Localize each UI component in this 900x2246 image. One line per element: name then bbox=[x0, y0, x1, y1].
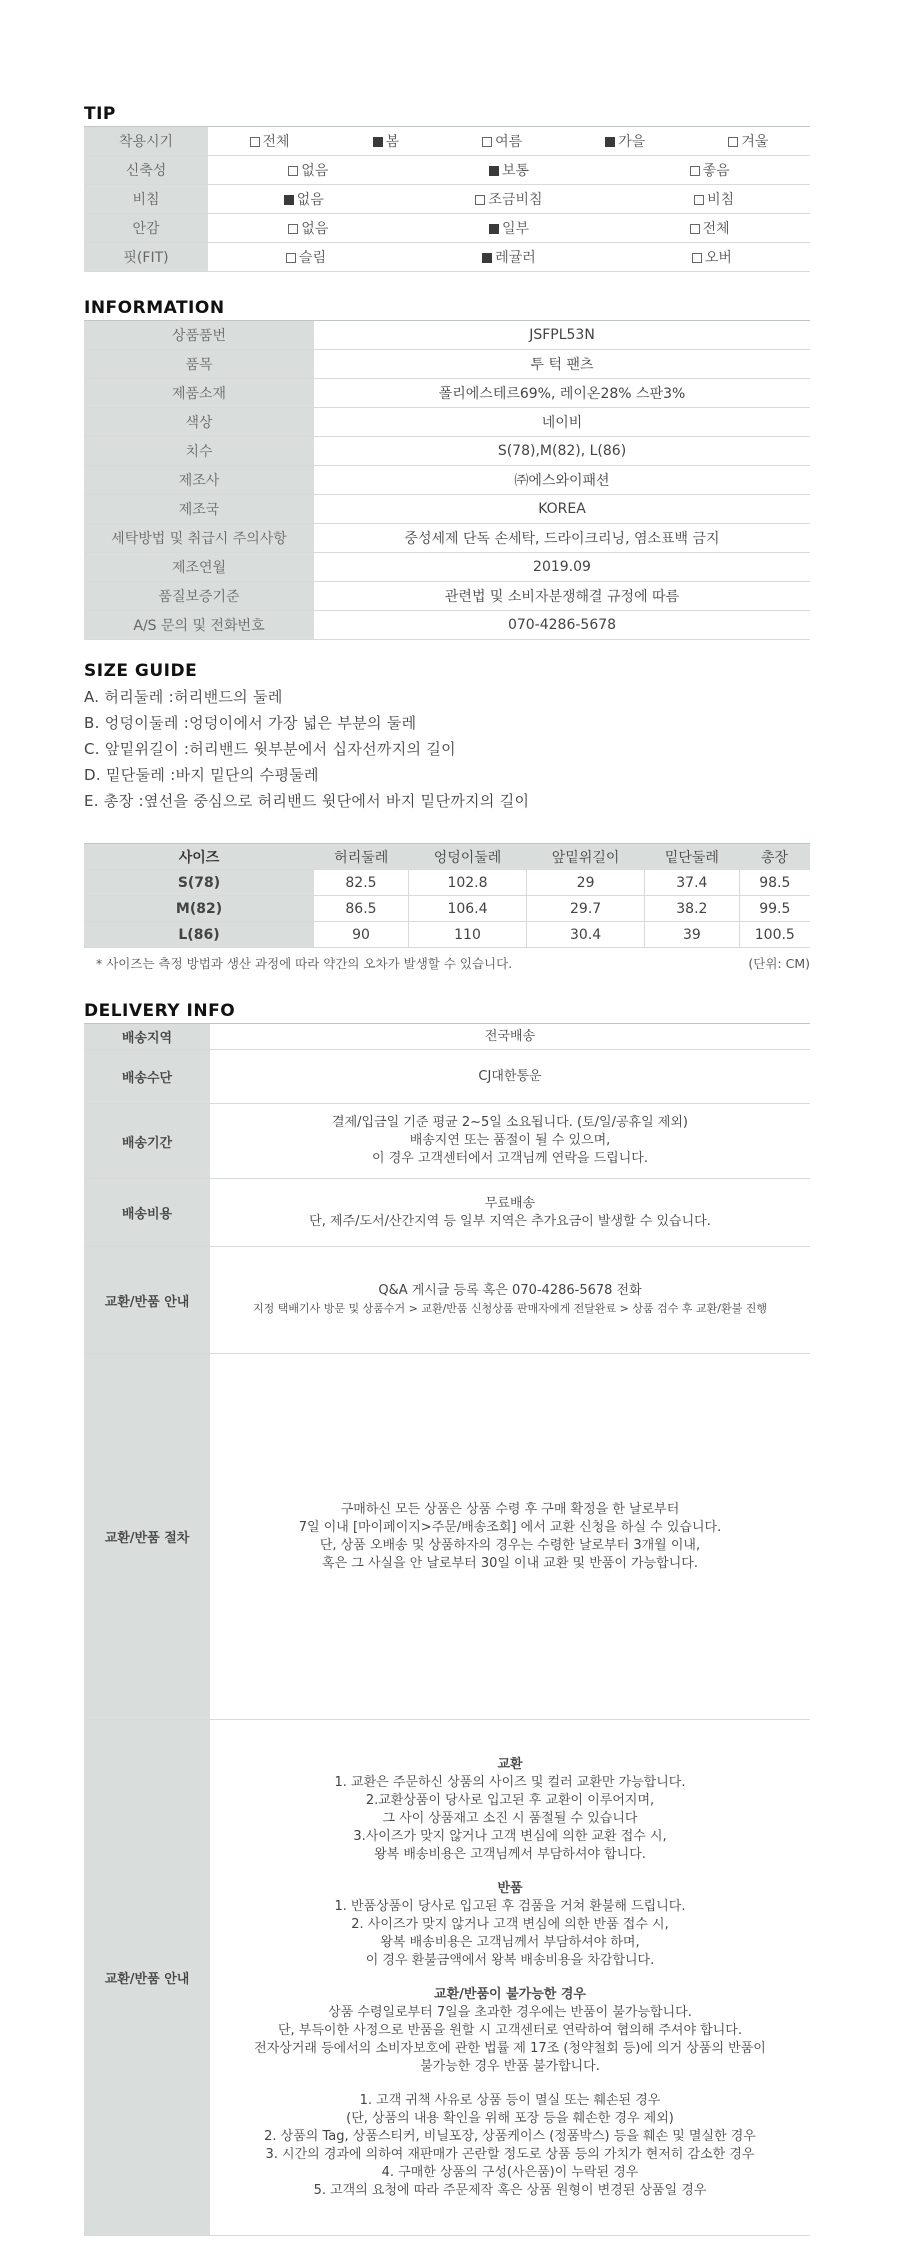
info-row bbox=[84, 408, 810, 437]
tip-row bbox=[84, 185, 810, 214]
info-label: 세탁방법 및 취급시 주의사항 bbox=[84, 524, 314, 553]
tip-row-label: 신축성 bbox=[84, 156, 208, 185]
info-row bbox=[84, 321, 810, 350]
checkbox-icon bbox=[690, 224, 700, 234]
checkbox-icon bbox=[728, 137, 738, 147]
size-row-label: L(86) bbox=[84, 922, 314, 948]
exchange-title: 교환 bbox=[497, 1756, 523, 1772]
checkbox-icon bbox=[694, 195, 704, 205]
tip-option: 전체 bbox=[690, 218, 730, 238]
checkbox-checked-icon bbox=[373, 137, 383, 147]
checkbox-checked-icon bbox=[489, 166, 499, 176]
info-value: 네이비 bbox=[314, 408, 810, 437]
tip-option: 좋음 bbox=[690, 160, 730, 180]
delivery-label: 배송지역 bbox=[84, 1024, 210, 1050]
checkbox-icon bbox=[475, 195, 485, 205]
delivery-row bbox=[84, 1354, 810, 1720]
info-label: 상품품번 bbox=[84, 321, 314, 350]
info-value: 070-4286-5678 bbox=[314, 611, 810, 640]
delivery-value: Q&A 게시글 등록 혹은 070-4286-5678 전화 지정 택배기사 방문 및 상품수거 > 교환/반품 신청상품 판매자에게 전달완료 > 상품 검수 후 교환/환불 진행 bbox=[210, 1247, 810, 1354]
size-guide-line: C. 앞밑위길이 :허리밴드 윗부분에서 십자선까지의 길이 bbox=[84, 740, 456, 758]
checkbox-checked-icon bbox=[489, 224, 499, 234]
tip-option: 오버 bbox=[692, 247, 732, 267]
info-value: 폴리에스테르69%, 레이온28% 스판3% bbox=[314, 379, 810, 408]
size-guide-section bbox=[84, 661, 810, 814]
info-row bbox=[84, 495, 810, 524]
size-row-label: S(78) bbox=[84, 870, 314, 896]
info-row bbox=[84, 350, 810, 379]
information-section bbox=[84, 298, 810, 640]
size-guide-title: SIZE GUIDE bbox=[84, 661, 198, 681]
checkbox-icon bbox=[286, 253, 296, 263]
tip-option: 비침 bbox=[694, 189, 734, 209]
information-table bbox=[84, 320, 810, 640]
size-header-cell: 밑단둘레 bbox=[645, 844, 739, 870]
info-row bbox=[84, 437, 810, 466]
info-row bbox=[84, 611, 810, 640]
size-guide-line: B. 엉덩이둘레 :엉덩이에서 가장 넓은 부분의 둘레 bbox=[84, 714, 417, 732]
info-value: JSFPL53N bbox=[314, 321, 810, 350]
size-cell: 102.8 bbox=[408, 870, 526, 896]
info-row bbox=[84, 379, 810, 408]
tip-option: 조금비침 bbox=[475, 189, 542, 209]
size-cell: 82.5 bbox=[314, 870, 408, 896]
delivery-row bbox=[84, 1104, 810, 1179]
delivery-value: 결제/입금일 기준 평균 2~5일 소요됩니다. (토/일/공휴일 제외) 배송지연 또는 품절이 될 수 있으며, 이 경우 고객센터에서 고객님께 연락을 드립니다. bbox=[210, 1104, 810, 1179]
info-value: KOREA bbox=[314, 495, 810, 524]
info-value: 투 턱 팬츠 bbox=[314, 350, 810, 379]
delivery-label: 교환/반품 절차 bbox=[84, 1354, 210, 1720]
delivery-section bbox=[84, 1001, 810, 2236]
tip-option: 없음 bbox=[288, 160, 328, 180]
tip-table bbox=[84, 126, 810, 272]
size-cell: 100.5 bbox=[739, 922, 810, 948]
size-cell: 38.2 bbox=[645, 896, 739, 922]
tip-option: 봄 bbox=[373, 131, 400, 151]
info-row bbox=[84, 553, 810, 582]
checkbox-icon bbox=[482, 137, 492, 147]
tip-row-label: 안감 bbox=[84, 214, 208, 243]
tip-row-options bbox=[208, 214, 810, 243]
tip-option: 여름 bbox=[482, 131, 522, 151]
tip-title: TIP bbox=[84, 104, 116, 124]
tip-row-options bbox=[208, 156, 810, 185]
delivery-value: 무료배송 단, 제주/도서/산간지역 등 일부 지역은 추가요금이 발생할 수 있습니다. bbox=[210, 1179, 810, 1247]
info-label: 제품소재 bbox=[84, 379, 314, 408]
tip-row bbox=[84, 156, 810, 185]
info-label: 제조사 bbox=[84, 466, 314, 495]
delivery-label: 교환/반품 안내 bbox=[84, 1720, 210, 2236]
size-unit: (단위: CM) bbox=[748, 956, 810, 971]
checkbox-icon bbox=[690, 166, 700, 176]
size-cell: 86.5 bbox=[314, 896, 408, 922]
tip-row-label: 착용시기 bbox=[84, 127, 208, 156]
delivery-label: 교환/반품 안내 bbox=[84, 1247, 210, 1354]
tip-row-options bbox=[208, 243, 810, 272]
size-cell: 30.4 bbox=[527, 922, 645, 948]
checkbox-checked-icon bbox=[605, 137, 615, 147]
size-guide-line: A. 허리둘레 :허리밴드의 둘레 bbox=[84, 688, 283, 706]
info-value: 관련법 및 소비자분쟁해결 규정에 따름 bbox=[314, 582, 810, 611]
tip-row-label: 핏(FIT) bbox=[84, 243, 208, 272]
checkbox-icon bbox=[250, 137, 260, 147]
tip-option: 전체 bbox=[250, 131, 290, 151]
size-cell: 29 bbox=[527, 870, 645, 896]
size-cell: 90 bbox=[314, 922, 408, 948]
size-table-section bbox=[84, 843, 810, 972]
size-header-cell: 앞밑위길이 bbox=[527, 844, 645, 870]
tip-option: 레귤러 bbox=[482, 247, 536, 267]
delivery-label: 배송기간 bbox=[84, 1104, 210, 1179]
size-note-text: * 사이즈는 측정 방법과 생산 과정에 따라 약간의 오차가 발생할 수 있습니다. bbox=[96, 956, 513, 971]
info-value: 중성세제 단독 손세탁, 드라이크리닝, 염소표백 금지 bbox=[314, 524, 810, 553]
size-row bbox=[84, 922, 810, 948]
info-label: 색상 bbox=[84, 408, 314, 437]
info-label: 품질보증기준 bbox=[84, 582, 314, 611]
size-row bbox=[84, 870, 810, 896]
size-table bbox=[84, 843, 810, 948]
checkbox-checked-icon bbox=[284, 195, 294, 205]
checkbox-icon bbox=[288, 224, 298, 234]
size-table-header bbox=[84, 844, 810, 870]
delivery-row bbox=[84, 1050, 810, 1104]
size-header-cell: 사이즈 bbox=[84, 844, 314, 870]
delivery-row bbox=[84, 1720, 810, 2236]
size-cell: 98.5 bbox=[739, 870, 810, 896]
delivery-row bbox=[84, 1247, 810, 1354]
size-note bbox=[84, 954, 810, 972]
tip-row bbox=[84, 243, 810, 272]
delivery-row bbox=[84, 1024, 810, 1050]
tip-row bbox=[84, 127, 810, 156]
info-label: 제조국 bbox=[84, 495, 314, 524]
delivery-value: 전국배송 bbox=[210, 1024, 810, 1050]
delivery-table bbox=[84, 1023, 810, 2236]
info-row bbox=[84, 466, 810, 495]
checkbox-icon bbox=[288, 166, 298, 176]
tip-section bbox=[84, 104, 810, 272]
return-title: 반품 bbox=[497, 1880, 523, 1896]
checkbox-checked-icon bbox=[482, 253, 492, 263]
info-label: 제조연월 bbox=[84, 553, 314, 582]
checkbox-icon bbox=[692, 253, 702, 263]
info-label: 품목 bbox=[84, 350, 314, 379]
tip-row-label: 비침 bbox=[84, 185, 208, 214]
size-row bbox=[84, 896, 810, 922]
impossible-title: 교환/반품이 불가능한 경우 bbox=[434, 1986, 586, 2002]
size-cell: 37.4 bbox=[645, 870, 739, 896]
tip-option: 보통 bbox=[489, 160, 529, 180]
tip-option: 없음 bbox=[284, 189, 324, 209]
delivery-value: 교환 1. 교환은 주문하신 상품의 사이즈 및 컬러 교환만 가능합니다. 2.교환상품이 당사로 입고된 후 교환이 이루어지며, 그 사이 상품재고 소진 시 품절될 수 있습니다 3.사이즈가 맞지 않거나 고객 변심에 의한 교환 접수 시, 왕복 배송비용은 고객님께서 부담하셔야 합니다. 반품 1. 반품상품이 당사로 입고된 후 검품을 거쳐 환불해 드립니다. 2. 사이즈가 맞지 않거나 고객 변심에 의한 반품 접수 시, 왕복 배송비용은 고객님께서 부담하셔야 하며, 이 경우 환불금액에서 왕복 배송비용을 차감합니다. 교환/반품이 불가능한 경우 상품 수령일로부터 7일을 초과한 경우에는 반품이 불가능합니다. 단, 부득이한 사정으로 반품을 원할 시 고객센터로 연락하여 협의해 주셔야 합니다. 전자상거래 등에서의 소비자보호에 관한 법률 제 17조 (청약철회 등)에 의거 상품의 반품이 불가능한 경우 반품 불가합니다. 1. 고객 귀책 사유로 상품 등이 멸실 또는 훼손된 경우 (단, 상품의 내용 확인을 위해 포장 등을 훼손한 경우 제외) 2. 상품의 Tag, 상품스티커, 비닐포장, 상품케이스 (정품박스) 등을 훼손 및 멸실한 경우 3. 시간의 경과에 의하여 재판매가 곤란할 정도로 상품 등의 가치가 현저히 감소한 경우 4. 구매한 상품의 구성(사은품)이 누락된 경우 5. 고객의 요청에 따라 주문제작 혹은 상품 원형이 변경된 상품일 경우 bbox=[210, 1720, 810, 2236]
tip-row bbox=[84, 214, 810, 243]
size-cell: 39 bbox=[645, 922, 739, 948]
delivery-row bbox=[84, 1179, 810, 1247]
tip-option: 없음 bbox=[288, 218, 328, 238]
delivery-value: 구매하신 모든 상품은 상품 수령 후 구매 확정을 한 날로부터 7일 이내 [마이페이지>주문/배송조회] 에서 교환 신청을 하실 수 있습니다. 단, 상품 오배송 및 상품하자의 경우는 수령한 날로부터 3개월 이내, 혹은 그 사실을 안 날로부터 30일 이내 교환 및 반품이 가능합니다. bbox=[210, 1354, 810, 1720]
size-cell: 29.7 bbox=[527, 896, 645, 922]
info-value: 2019.09 bbox=[314, 553, 810, 582]
delivery-title: DELIVERY INFO bbox=[84, 1001, 236, 1021]
delivery-value: CJ대한통운 bbox=[210, 1050, 810, 1104]
size-header-cell: 허리둘레 bbox=[314, 844, 408, 870]
info-row bbox=[84, 524, 810, 553]
delivery-label: 배송수단 bbox=[84, 1050, 210, 1104]
size-header-cell: 총장 bbox=[739, 844, 810, 870]
size-cell: 106.4 bbox=[408, 896, 526, 922]
info-value: S(78),M(82), L(86) bbox=[314, 437, 810, 466]
size-header-cell: 엉덩이둘레 bbox=[408, 844, 526, 870]
delivery-label: 배송비용 bbox=[84, 1179, 210, 1247]
tip-option: 가을 bbox=[605, 131, 645, 151]
info-label: 치수 bbox=[84, 437, 314, 466]
info-row bbox=[84, 582, 810, 611]
tip-option: 일부 bbox=[489, 218, 529, 238]
tip-row-options bbox=[208, 127, 810, 156]
size-guide-line: D. 밑단둘레 :바지 밑단의 수평둘레 bbox=[84, 766, 319, 784]
tip-option: 겨울 bbox=[728, 131, 768, 151]
tip-row-options bbox=[208, 185, 810, 214]
information-title: INFORMATION bbox=[84, 298, 225, 318]
size-cell: 99.5 bbox=[739, 896, 810, 922]
info-value: ㈜에스와이패션 bbox=[314, 466, 810, 495]
tip-option: 슬림 bbox=[286, 247, 326, 267]
size-row-label: M(82) bbox=[84, 896, 314, 922]
size-guide-line: E. 총장 :옆선을 중심으로 허리밴드 윗단에서 바지 밑단까지의 길이 bbox=[84, 792, 530, 810]
size-cell: 110 bbox=[408, 922, 526, 948]
info-label: A/S 문의 및 전화번호 bbox=[84, 611, 314, 640]
